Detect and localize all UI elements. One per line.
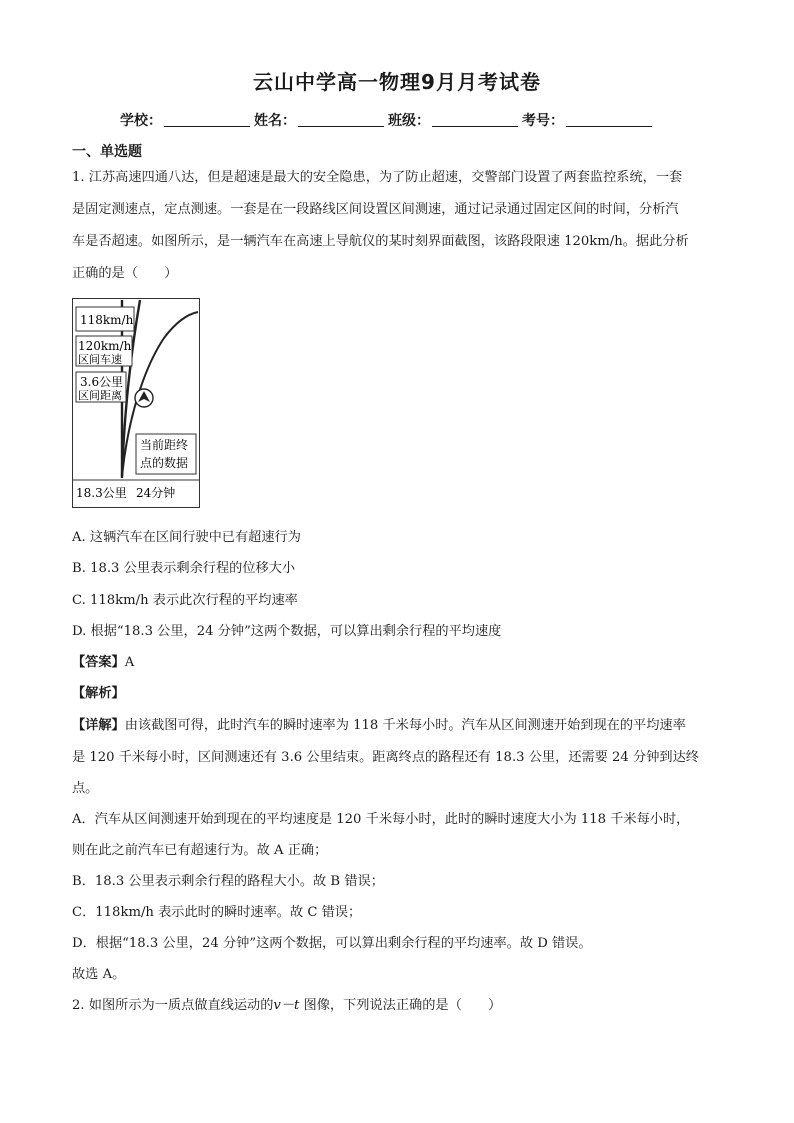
exam-title: 云山中学高一物理9月月考试卷 xyxy=(253,70,541,94)
q1-explain-b: B．18.3 公里表示剩余行程的路程大小。故 B 错误； xyxy=(72,874,384,889)
class-blank[interactable] xyxy=(432,125,518,127)
q1-stem-line-4: 正确的是（ ） xyxy=(72,266,178,281)
q1-option-a: A. 这辆汽车在区间行驶中已有超速行为 xyxy=(72,530,301,545)
navigation-screenshot-figure xyxy=(72,298,200,508)
q1-stem-line-2: 是固定测速点，定点测速。一套是在一段路线区间设置区间测速，通过记录通过固定区间的时间，分析汽 xyxy=(72,202,679,217)
q1-option-c: C. 118km/h 表示此次行程的平均速率 xyxy=(72,593,298,608)
q1-detail-line-2: 是 120 千米每小时，区间测速还有 3.6 公里结束。距离终点的路程还有 18.3 公里，还需要 24 分钟到达终 xyxy=(72,750,699,765)
school-label: 学校： xyxy=(120,113,162,129)
school-blank[interactable] xyxy=(164,125,250,127)
interval-distance-caption: 区间距离 xyxy=(78,389,122,402)
q1-stem-line-3: 车是否超速。如图所示，是一辆汽车在高速上导航仪的某时刻界面截图，该路段限速 120km/h。据此分析 xyxy=(72,234,689,249)
remaining-distance-text: 18.3公里 xyxy=(76,486,127,500)
interval-speed-text: 120km/h xyxy=(78,339,132,353)
detail-tag: 【详解】 xyxy=(72,718,125,733)
q1-conclusion: 故选 A。 xyxy=(72,967,126,982)
name-label: 姓名： xyxy=(254,113,296,129)
speed-now-text: 118km/h xyxy=(80,313,134,327)
q1-explain-a-line-2: 则在此之前汽车已有超速行为。故 A 正确； xyxy=(72,843,328,858)
number-blank[interactable] xyxy=(566,125,652,127)
q1-explain-a-line-1: A．汽车从区间测速开始到现在的平均速度是 120 千米每小时，此时的瞬时速度大小为 118 千米每小时， xyxy=(72,812,690,827)
analysis-tag: 【解析】 xyxy=(72,686,125,701)
q2-stem-prefix: 2. 如图所示为一质点做直线运动的 xyxy=(72,998,274,1013)
q1-stem-line-1: 1. 江苏高速四通八达，但是超速是最大的安全隐患，为了防止超速，交警部门设置了两套监控系统，一套 xyxy=(72,170,683,185)
interval-distance-text: 3.6公里 xyxy=(80,375,124,389)
answer-value: A xyxy=(124,655,135,670)
q2-stem-variable: v－t xyxy=(273,998,300,1013)
q1-detail-line-3: 点。 xyxy=(72,781,99,796)
q1-explain-d: D．根据“18.3 公里，24 分钟”这两个数据，可以算出剩余行程的平均速率。故 D 错误。 xyxy=(72,936,592,951)
number-label: 考号： xyxy=(522,113,564,129)
q1-analysis-line xyxy=(72,682,125,701)
remaining-time-text: 24分钟 xyxy=(136,486,176,500)
answer-tag: 【答案】 xyxy=(72,655,125,670)
q1-answer-line xyxy=(72,651,134,670)
detail-text-1: 由该截图可得，此时汽车的瞬时速率为 118 千米每小时。汽车从区间测速开始到现在的平均速率 xyxy=(124,718,686,733)
class-label: 班级： xyxy=(388,113,430,129)
q1-option-d: D. 根据“18.3 公里，24 分钟”这两个数据，可以算出剩余行程的平均速度 xyxy=(72,624,502,639)
student-info-row xyxy=(120,108,680,130)
interval-speed-caption: 区间车速 xyxy=(78,353,122,366)
remaining-caption-2: 点的数据 xyxy=(140,456,189,470)
section-title: 一、单选题 xyxy=(72,144,142,160)
name-blank[interactable] xyxy=(298,125,384,127)
q2-stem xyxy=(72,994,501,1013)
remaining-caption-1: 当前距终 xyxy=(140,438,189,452)
q1-option-b: B. 18.3 公里表示剩余行程的位移大小 xyxy=(72,561,296,576)
q1-detail-line-1 xyxy=(72,714,686,733)
q2-stem-suffix: 图像，下列说法正确的是（ ） xyxy=(299,998,502,1013)
q1-explain-c: C．118km/h 表示此时的瞬时速率。故 C 错误； xyxy=(72,905,362,920)
